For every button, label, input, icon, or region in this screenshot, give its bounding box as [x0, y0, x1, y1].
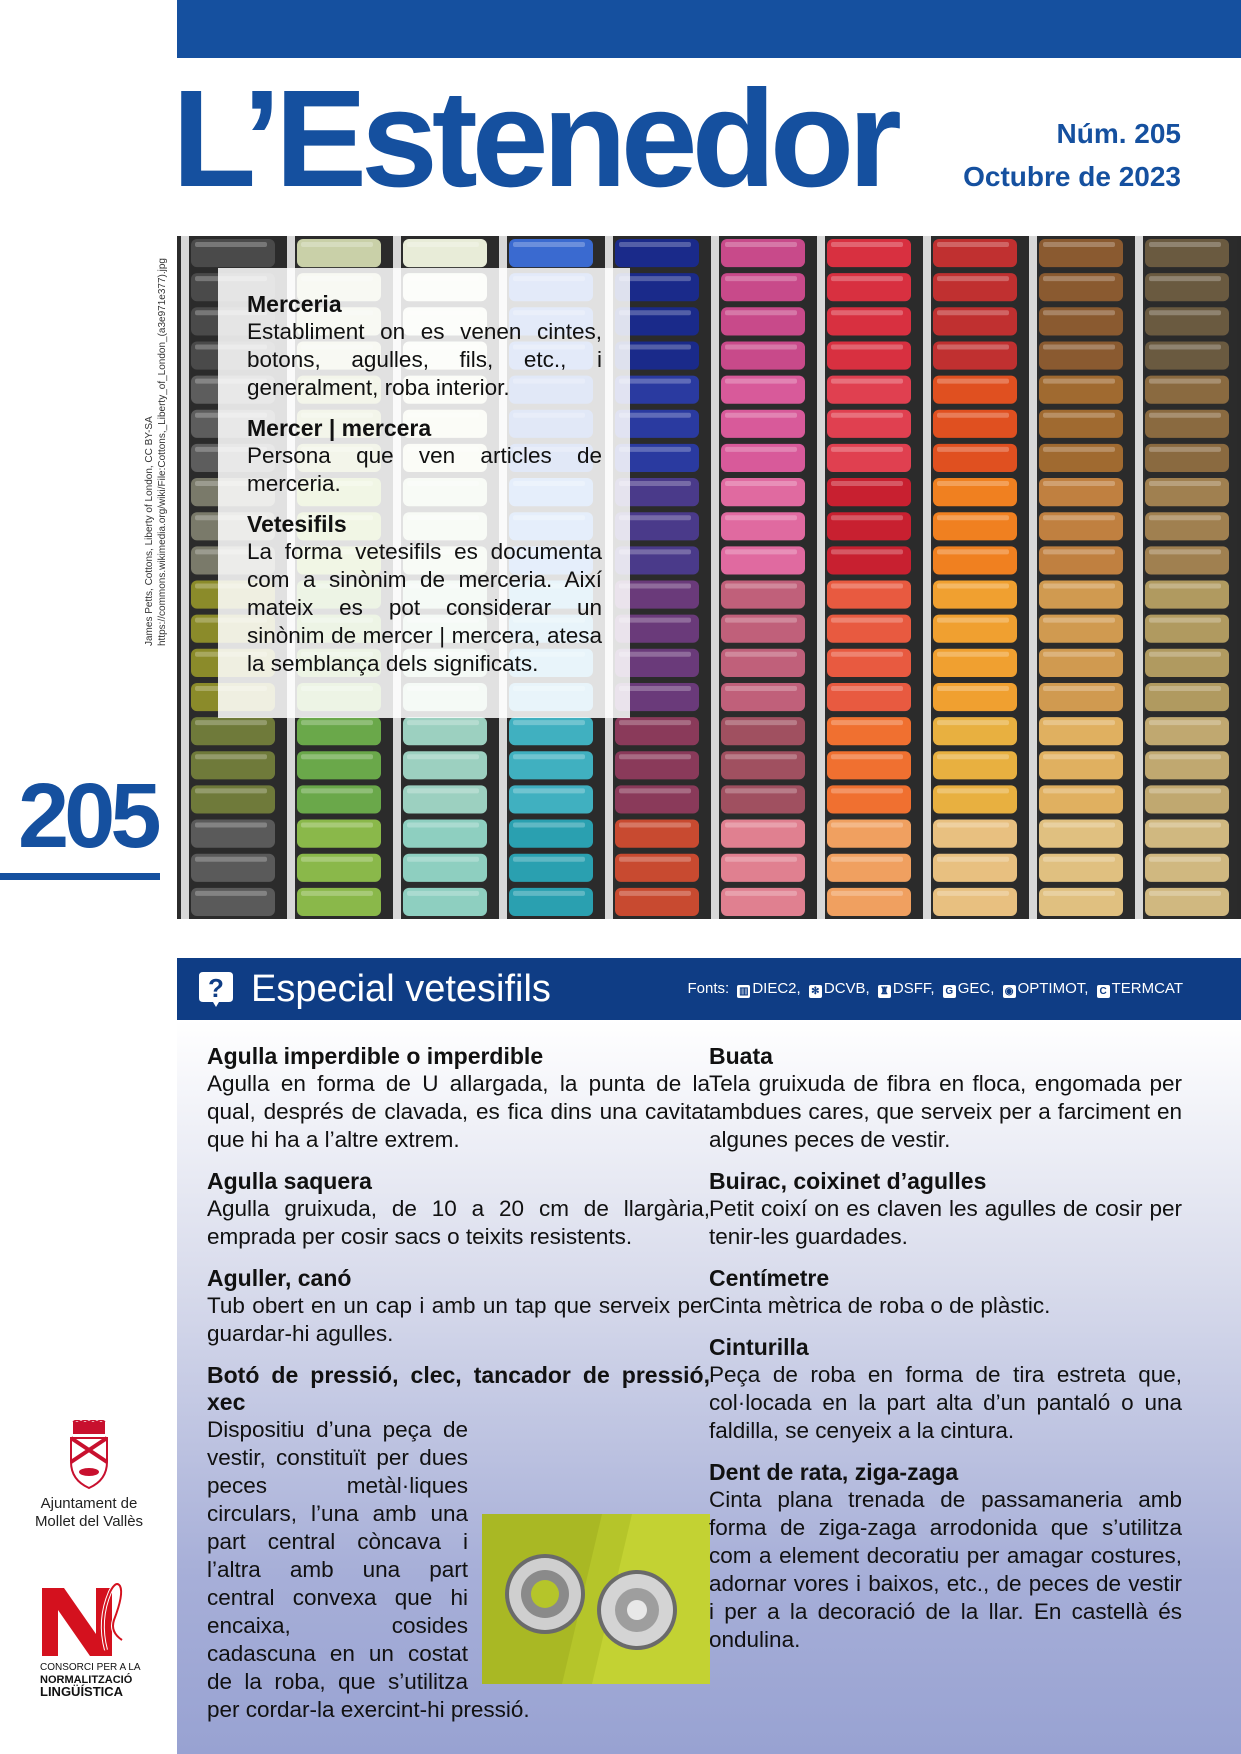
definition-text: La forma vetesifils es documenta com a sinònim de merceria. Així mateix es pot considerar un sinònim de mercer | mercera, atesa la semblança dels significats.: [247, 539, 602, 676]
source-dcvb: DCVB,: [823, 980, 870, 997]
cnl-line1: CONSORCI PER A LA: [40, 1662, 141, 1673]
snap-buttons-photo: [482, 1514, 710, 1684]
glossary-entry: [207, 1362, 710, 1724]
section-title: Especial vetesifils: [251, 968, 551, 1010]
ajuntament-name-line2: Mollet del Vallès: [34, 1513, 144, 1530]
glossary-entry: [709, 1043, 1182, 1154]
source-gec: GEC,: [957, 980, 995, 997]
glossary-definition: Agulla en forma de U allargada, la punta de la qual, després de clavada, es fica dins una cavitat que hi ha a l’altre extrem.: [207, 1071, 710, 1152]
termcat-icon: C: [1097, 985, 1110, 998]
glossary-term: Buata: [709, 1043, 773, 1069]
issue-number: Núm. 205: [1056, 118, 1181, 149]
issue-info: [963, 112, 1181, 198]
glossary-definition: Tub obert en un cap i amb un tap que serveix per guardar-hi agulles.: [207, 1293, 710, 1346]
dsff-icon: ♜: [878, 985, 891, 998]
source-optimot: OPTIMOT,: [1017, 980, 1089, 997]
dcvb-icon: ✻: [809, 985, 822, 998]
glossary-definition: Tela gruixuda de fibra en floca, engomada per ambdues cares, que serveix per a farciment en algunes peces de vestir.: [709, 1071, 1182, 1152]
question-bubble-icon: [197, 970, 235, 1008]
issue-date: Octubre de 2023: [963, 161, 1181, 192]
definition-text: Persona que ven articles de merceria.: [247, 443, 602, 496]
cnl-line3: LINGÜÍSTICA: [40, 1684, 124, 1699]
glossary-entry: [709, 1265, 1182, 1320]
photo-credit: [143, 236, 169, 646]
cnl-line2: NORMALITZACIÓ: [40, 1674, 133, 1686]
gec-icon: G: [943, 985, 956, 998]
glossary-entry: [207, 1168, 710, 1251]
glossary-definition: Peça de roba en forma de tira estreta que, col·locada en la part alta d’un pantaló o una faldilla, se cenyeix a la cintura.: [709, 1362, 1182, 1443]
glossary-term: Botó de pressió, clec, tancador de pressió, xec: [207, 1362, 710, 1415]
coat-of-arms-icon: [67, 1420, 111, 1490]
definition-text: Establiment on es venen cintes, botons, agulles, fils, etc., i generalment, roba interior.: [247, 319, 602, 400]
cnl-logo: [40, 1580, 150, 1698]
top-color-bar: [177, 0, 1241, 58]
glossary-term: Cinturilla: [709, 1334, 809, 1360]
section-header: [177, 958, 1241, 1020]
definitions-box: [218, 268, 630, 718]
glossary-left-column: [207, 1043, 710, 1738]
svg-text:?: ?: [208, 973, 224, 1003]
optimot-icon: ◉: [1003, 985, 1016, 998]
glossary-definition: Petit coixí on es claven les agulles de cosir per tenir-les guardades.: [709, 1196, 1182, 1249]
photo-credit-author: James Petts, Cottons, Liberty of London, CC BY-SA: [144, 416, 155, 646]
glossary-entry: [207, 1265, 710, 1348]
side-number-underline: [0, 873, 160, 880]
glossary-term: Aguller, canó: [207, 1265, 352, 1291]
glossary-entry: [207, 1043, 710, 1154]
glossary-right-column: [709, 1043, 1182, 1668]
glossary-definition: Dispositiu d’una peça de vestir, constituït per dues peces metàl·liques circulars, l’una amb una part central còncava i l’altra amb una part central convexa que hi encaixa, cosides cadascuna en un costat de la roba, que s’utilitza per cordar-la exercint-hi pressió.: [207, 1417, 530, 1722]
definition-term: Mercer | mercera: [247, 415, 432, 441]
source-dsff: DSFF,: [892, 980, 935, 997]
photo-credit-url: https://commons.wikimedia.org/wiki/File:Cottons,_Liberty_of_London_(a3e971e377).jpg: [157, 258, 168, 646]
ajuntament-name-line1: Ajuntament de: [40, 1495, 138, 1512]
glossary-term: Centímetre: [709, 1265, 830, 1291]
glossary-definition: Cinta mètrica de roba o de plàstic.: [709, 1293, 1051, 1318]
definition-term: Merceria: [247, 291, 342, 317]
glossary-definition: Cinta plana trenada de passamaneria amb forma de ziga-zaga arrodonida que s’utilitza com a element decoratiu per amagar costures, adornar vores i baixos, etc., de peces de vestir i per a la decoració de la llar. En castellà és ondulina.: [709, 1487, 1182, 1652]
glossary-entry: [709, 1168, 1182, 1251]
sources-list: [687, 980, 1183, 998]
glossary-term: Dent de rata, ziga-zaga: [709, 1459, 959, 1485]
source-diec2: DIEC2,: [752, 980, 801, 997]
cnl-emblem-icon: [40, 1580, 132, 1658]
definition-term: Vetesifils: [247, 511, 347, 537]
ajuntament-logo: [30, 1420, 148, 1531]
glossary-term: Agulla imperdible o imperdible: [207, 1043, 544, 1069]
glossary-definition: Agulla gruixuda, de 10 a 20 cm de llargària, emprada per cosir sacs o teixits resistents.: [207, 1196, 710, 1249]
glossary-term: Agulla saquera: [207, 1168, 372, 1194]
masthead-title: L’Estenedor: [172, 62, 896, 216]
book-icon: ▥: [739, 986, 749, 997]
glossary-entry: [709, 1459, 1182, 1654]
source-termcat: TERMCAT: [1111, 980, 1183, 997]
side-issue-number: 205: [18, 765, 157, 867]
glossary-entry: [709, 1334, 1182, 1445]
sources-label: Fonts:: [687, 980, 730, 997]
glossary-term: Buirac, coixinet d’agulles: [709, 1168, 987, 1194]
